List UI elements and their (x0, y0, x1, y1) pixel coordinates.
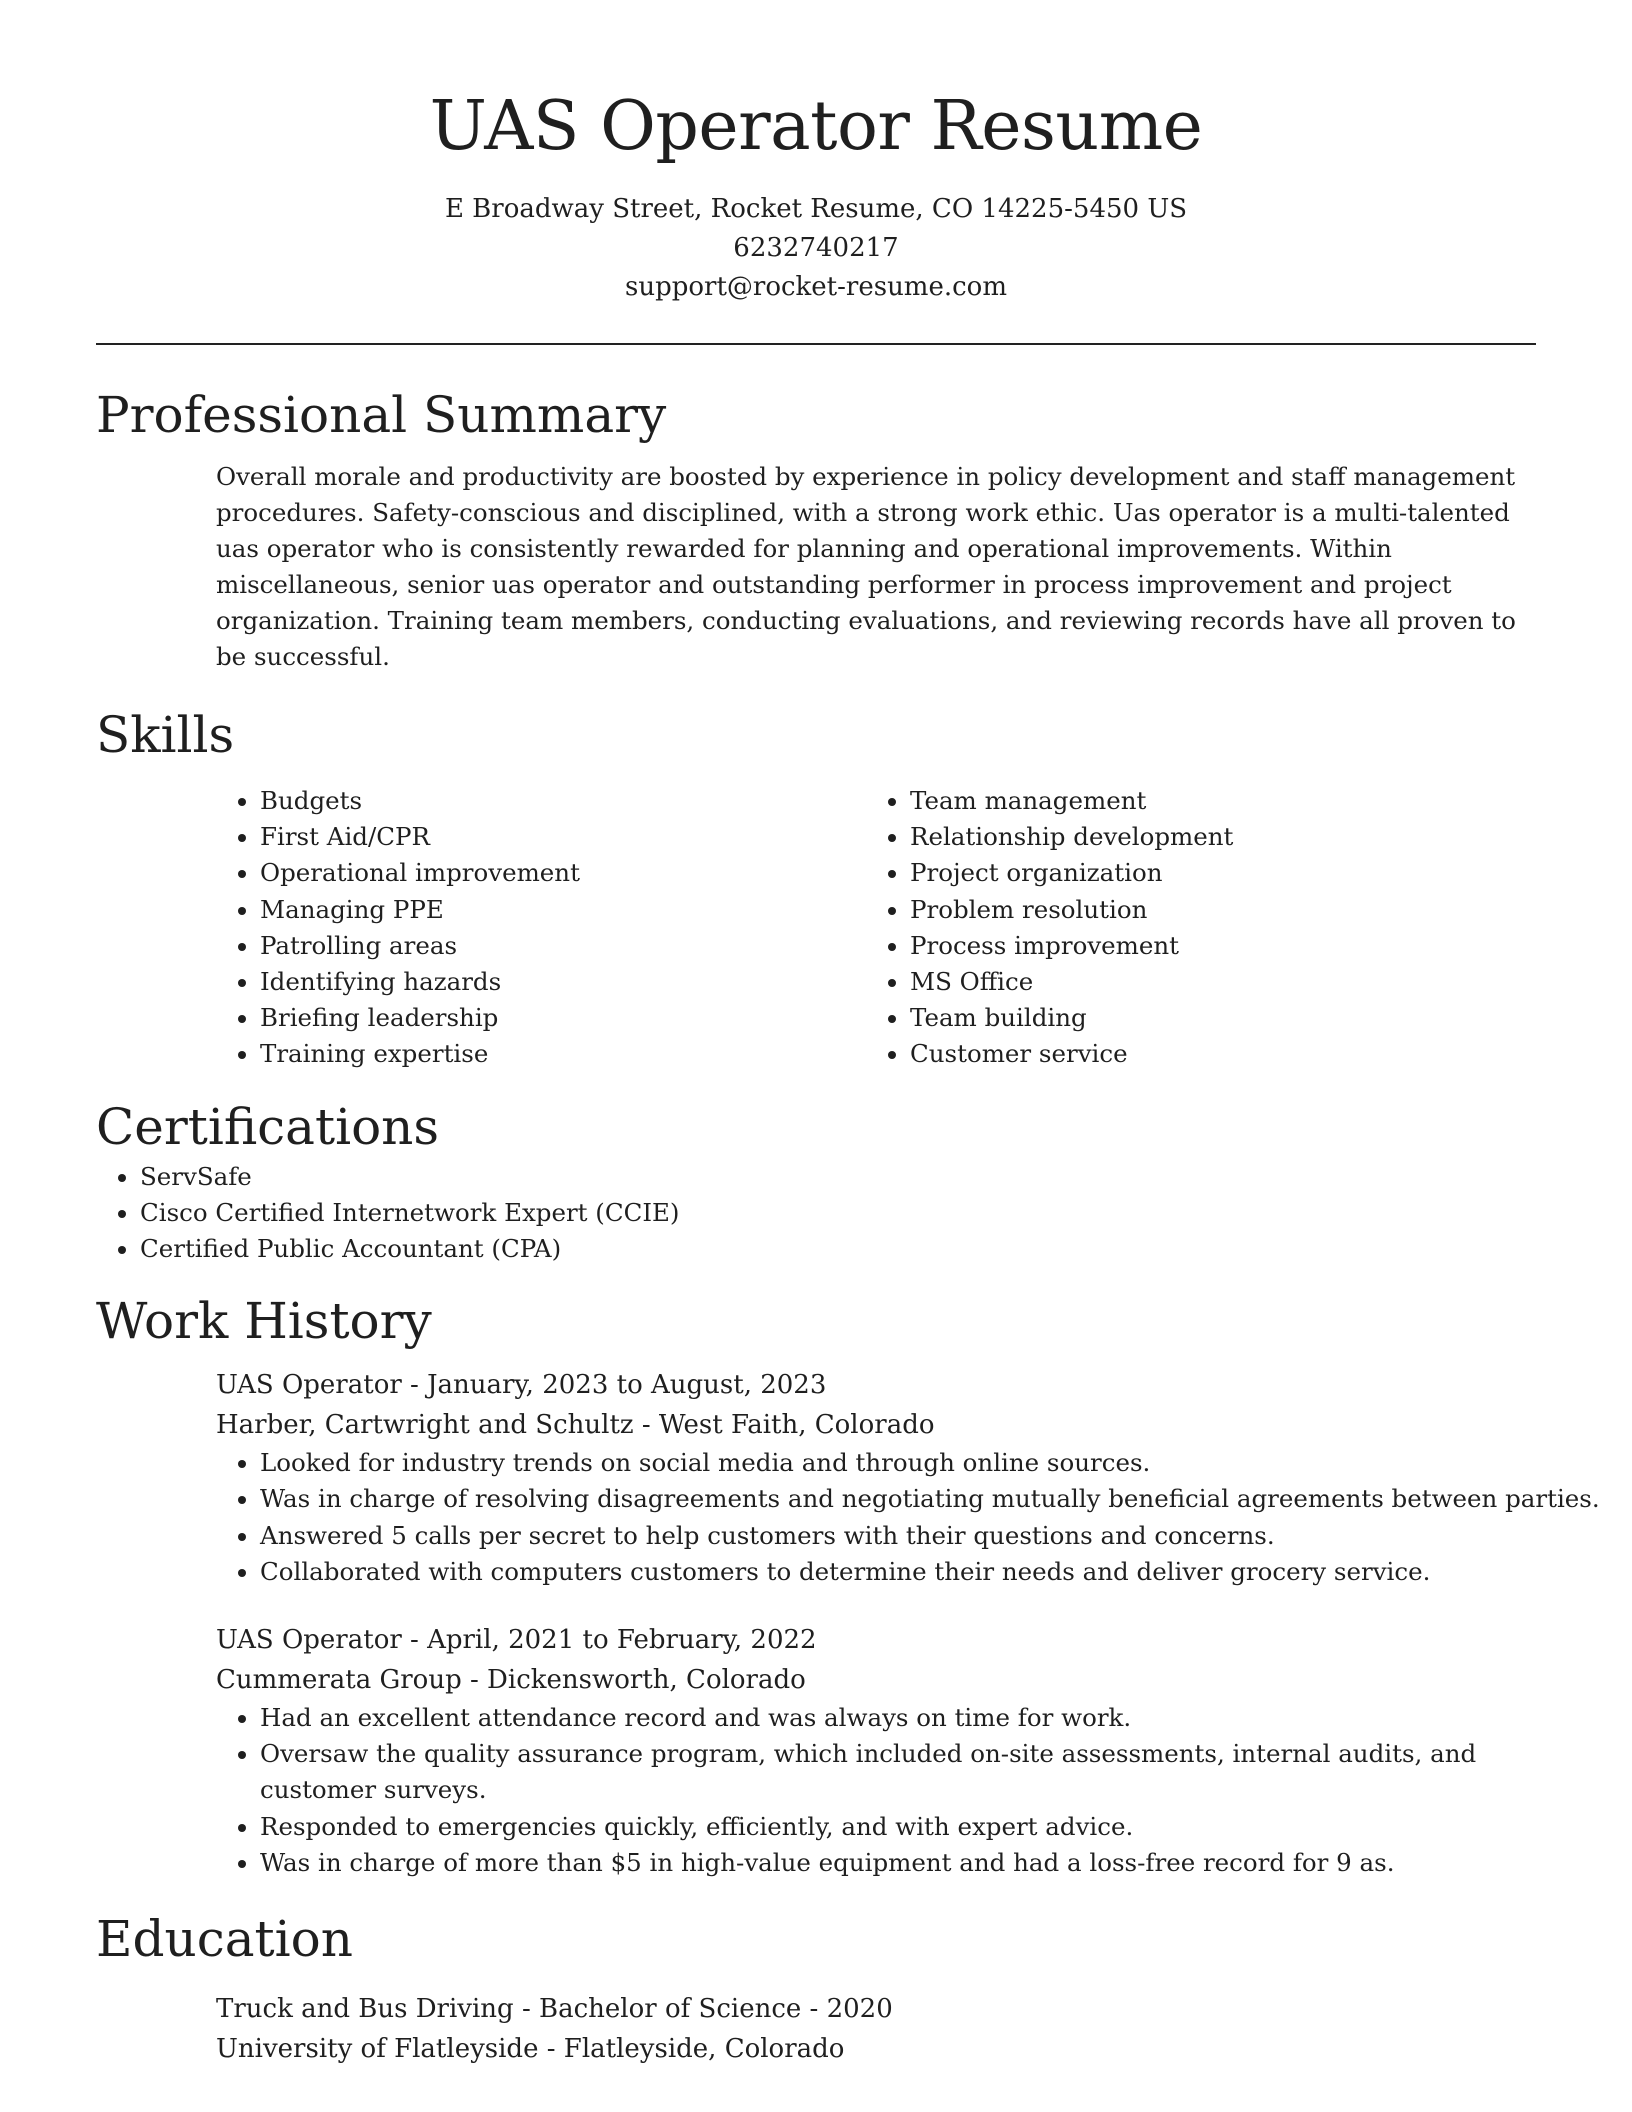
resume-title: UAS Operator Resume (429, 87, 1203, 166)
certification-item: • ServSafe (140, 1159, 1536, 1195)
address: E Broadway Street, Rocket Resume, CO 14225-5450 US (444, 194, 1188, 224)
education-heading: Education (96, 1910, 353, 1969)
skill-item: • Budgets (260, 783, 866, 819)
skill-item: • Identifying hazards (260, 964, 866, 1000)
skill-item: • Briefing leadership (260, 1000, 866, 1036)
skill-item: • Operational improvement (260, 855, 866, 891)
skill-item: • Team building (910, 1000, 1233, 1036)
education-entry (216, 1989, 1536, 2069)
skills-column-right (866, 783, 1233, 1073)
skill-item: • Problem resolution (910, 892, 1233, 928)
phone: 6232740217 (733, 233, 899, 263)
skill-item: • Customer service (910, 1036, 1233, 1072)
certification-item: • Certified Public Accountant (CPA) (140, 1231, 1536, 1267)
skill-item: • Training expertise (260, 1036, 866, 1072)
job-duties-list (216, 1445, 1600, 1590)
job-title-line: UAS Operator - April, 2021 to February, 2022 (216, 1625, 817, 1656)
skill-item: • Team management (910, 783, 1233, 819)
skills-heading: Skills (96, 706, 235, 764)
email: support@rocket-resume.com (624, 272, 1007, 302)
job-entry (216, 1365, 1600, 1590)
job-duty: • Answered 5 calls per secret to help customers with their questions and concerns. (260, 1518, 1600, 1554)
skill-item: • Patrolling areas (260, 928, 866, 964)
job-title-line: UAS Operator - January, 2023 to August, 2023 (216, 1370, 827, 1401)
skill-item: • Process improvement (910, 928, 1233, 964)
certification-item: • Cisco Certified Internetwork Expert (CCIE) (140, 1195, 1536, 1231)
school-line: University of Flatleyside - Flatleyside, Colorado (216, 2034, 845, 2065)
skill-item: • Project organization (910, 855, 1233, 891)
job-duty: • Was in charge of resolving disagreements and negotiating mutually beneficial agreements between parties. (260, 1481, 1600, 1517)
job-duty: • Collaborated with computers customers to determine their needs and deliver grocery service. (260, 1554, 1600, 1590)
work-history-heading: Work History (96, 1292, 432, 1351)
job-duty: • Was in charge of more than $5 in high-value equipment and had a loss-free record for 9 as. (260, 1845, 1600, 1881)
summary-text: Overall morale and productivity are boosted by experience in policy development and staff management procedures. Safety-conscious and disciplined, with a strong work ethic. Uas operator is a multi-talented uas operator who is consistently rewarded for planning and operational improvements. Within miscellaneous, senior uas operator and outstanding performer in process improvement and project organization. Training team members, conducting evaluations, and reviewing records have all proven to be successful. (216, 462, 1516, 671)
resume-header (96, 0, 1536, 307)
header-divider (96, 343, 1536, 345)
certifications-heading: Certifications (96, 1097, 440, 1156)
skill-item: • First Aid/CPR (260, 819, 866, 855)
skills-list (216, 783, 1536, 1073)
job-duty: • Responded to emergencies quickly, efficiently, and with expert advice. (260, 1809, 1600, 1845)
job-company-line: Cummerata Group - Dickensworth, Colorado (216, 1665, 806, 1696)
job-company-line: Harber, Cartwright and Schultz - West Faith, Colorado (216, 1410, 935, 1441)
summary-heading: Professional Summary (96, 386, 667, 444)
certifications-list (96, 1159, 1536, 1268)
job-entry (216, 1620, 1536, 1881)
resume-page (96, 0, 1600, 2069)
degree-line: Truck and Bus Driving - Bachelor of Science - 2020 (216, 1994, 893, 2025)
skill-item: • MS Office (910, 964, 1233, 1000)
job-duties-list (216, 1700, 1600, 1881)
job-duty: • Oversaw the quality assurance program, which included on-site assessments, internal audits, and customer surveys. (260, 1736, 1600, 1808)
skills-column-left (216, 783, 866, 1073)
skill-item: • Relationship development (910, 819, 1233, 855)
skill-item: • Managing PPE (260, 892, 866, 928)
job-duty: • Looked for industry trends on social media and through online sources. (260, 1445, 1600, 1481)
job-duty: • Had an excellent attendance record and was always on time for work. (260, 1700, 1600, 1736)
